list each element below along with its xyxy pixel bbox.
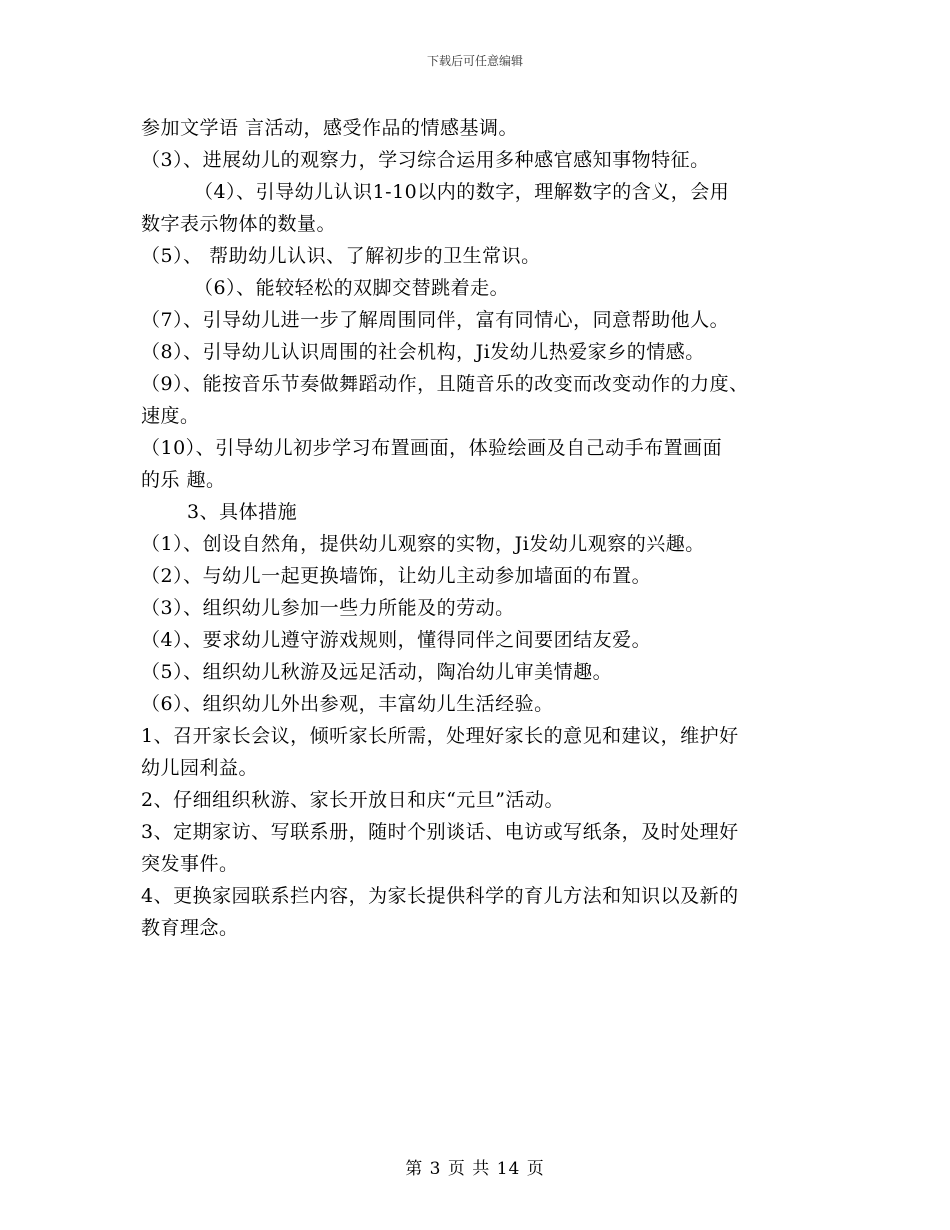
text-line: 教育理念。 <box>141 917 239 939</box>
text-line: （6）、能较轻松的双脚交替跳着走。 <box>194 277 510 299</box>
text-line: （9）、能按音乐节奏做舞蹈动作，且随音乐的改变而改变动作的力度、 <box>141 373 749 395</box>
text-line: （3）、进展幼儿的观察力，学习综合运用多种感官感知事物特征。 <box>141 149 710 171</box>
text-line: （5）、组织幼儿秋游及远足活动，陶冶幼儿审美情趣。 <box>141 661 613 683</box>
text-line: （8）、引导幼儿认识周围的社会机构，Ji发幼儿热爱家乡的情感。 <box>141 341 705 363</box>
text-line: 2、仔细组织秋游、家长开放日和庆“元旦”活动。 <box>141 789 565 811</box>
text-line: （4）、引导幼儿认识1-10以内的数字，理解数字的含义，会用 <box>194 181 730 203</box>
text-line: 突发事件。 <box>141 853 239 875</box>
text-line: （4）、要求幼儿遵守游戏规则，懂得同伴之间要团结友爱。 <box>141 629 652 651</box>
text-line: （6）、组织幼儿外出参观，丰富幼儿生活经验。 <box>141 693 554 715</box>
text-line: （5）、 帮助幼儿认识、了解初步的卫生常识。 <box>141 245 541 267</box>
text-line: 速度。 <box>141 405 200 427</box>
page-header: 下载后可任意编辑 <box>426 54 523 68</box>
text-line: （2）、与幼儿一起更换墙饰，让幼儿主动参加墙面的布置。 <box>141 565 652 587</box>
text-line: 4、更换家园联系拦内容，为家长提供科学的育儿方法和知识以及新的 <box>141 885 739 907</box>
text-line: （7）、引导幼儿进一步了解周围同伴，富有同情心，同意帮助他人。 <box>141 309 730 331</box>
text-line: 幼儿园利益。 <box>141 757 259 779</box>
section-heading: 3、具体措施 <box>187 501 298 523</box>
document-body <box>141 112 831 944</box>
text-line: 3、定期家访、写联系册，随时个别谈话、电访或写纸条，及时处理好 <box>141 821 739 843</box>
text-line: 数字表示物体的数量。 <box>141 213 337 235</box>
page-footer: 第 3 页 共 14 页 <box>405 1159 545 1179</box>
text-line: （3）、组织幼儿参加一些力所能及的劳动。 <box>141 597 515 619</box>
text-line: 1、召开家长会议，倾听家长所需，处理好家长的意见和建议，维护好 <box>141 725 739 747</box>
text-line: 的乐 趣。 <box>141 469 226 491</box>
text-line: （10）、引导幼儿初步学习布置画面，体验绘画及自己动手布置画面 <box>141 437 723 459</box>
text-line: 参加文学语 言活动，感受作品的情感基调。 <box>141 117 519 139</box>
text-line: （1）、创设自然角，提供幼儿观察的实物，Ji发幼儿观察的兴趣。 <box>141 533 705 555</box>
